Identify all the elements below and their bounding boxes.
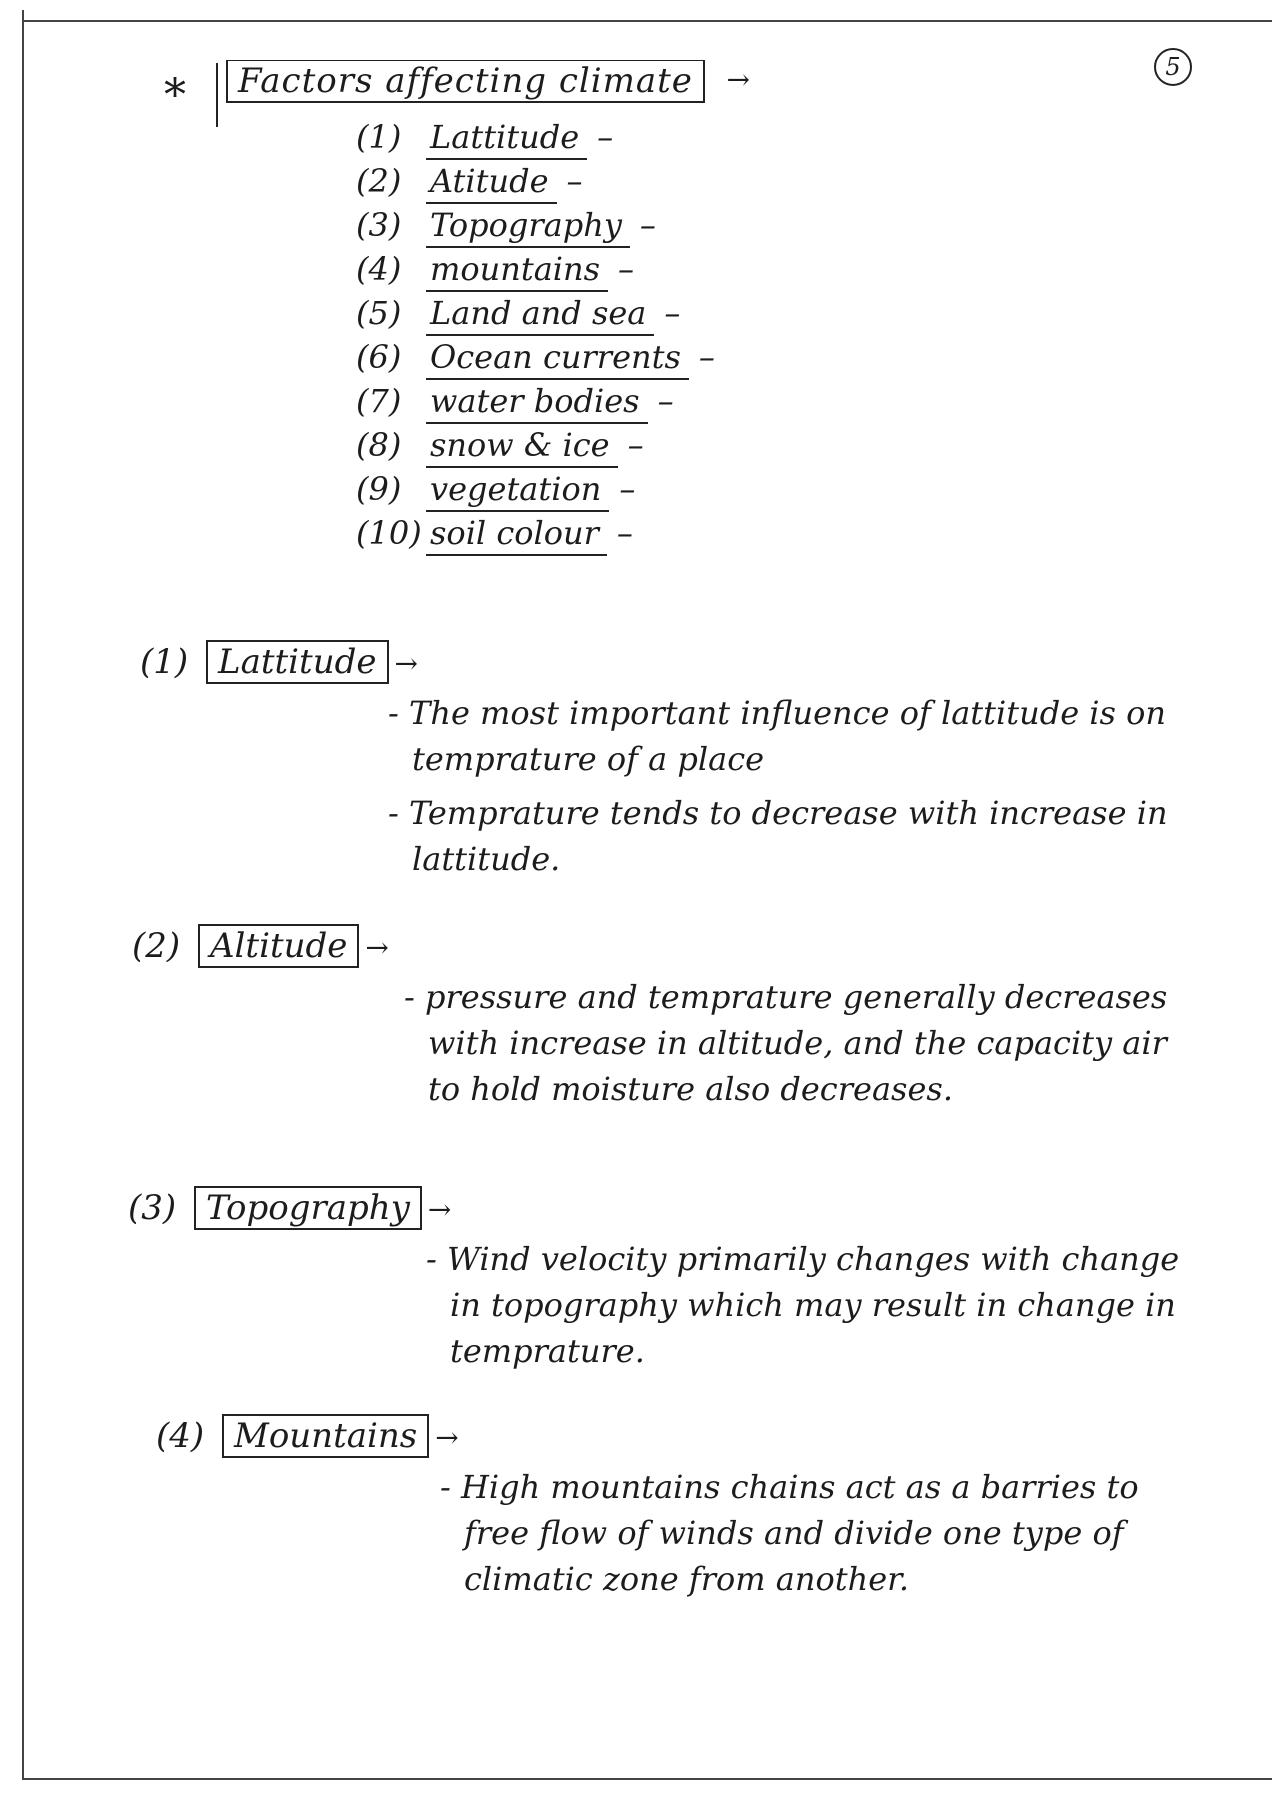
list-item [356, 426, 715, 470]
dash-mark: – [639, 206, 656, 244]
factor-label: Atitude [426, 162, 557, 204]
factor-list [356, 118, 715, 558]
section-body [404, 974, 1204, 1112]
factor-number: (5) [356, 294, 402, 332]
section-topography [128, 1186, 1228, 1382]
dash-mark: – [616, 514, 633, 552]
section-title: Topography [194, 1186, 422, 1230]
dash-mark: – [566, 162, 583, 200]
list-item [356, 470, 715, 514]
factor-label: vegetation [426, 470, 609, 512]
dash-mark: – [597, 118, 614, 156]
section-mountains [156, 1414, 1236, 1610]
section-heading [128, 1186, 1228, 1230]
page-border-bottom [22, 1778, 1272, 1780]
dash-mark: – [627, 426, 644, 464]
bullet-text: - pressure and temprature generally decreases with increase in altitude, and the capacity air to hold moisture also decreases. [404, 978, 1168, 1108]
section-number: (4) [156, 1416, 205, 1456]
dash-mark: – [657, 382, 674, 420]
list-item [356, 514, 715, 558]
section-body [426, 1236, 1186, 1374]
factor-label: Ocean currents [426, 338, 689, 380]
page-title [226, 60, 751, 103]
factor-label: soil colour [426, 514, 607, 556]
bullet-text: - Wind velocity primarily changes with change in topography which may result in change in temprature. [426, 1240, 1180, 1370]
dash-mark: – [698, 338, 715, 376]
arrow-right-icon: → [365, 931, 389, 964]
section-heading [132, 924, 1232, 968]
factor-label: Lattitude [426, 118, 587, 160]
factor-number: (6) [356, 338, 402, 376]
section-heading [140, 640, 1200, 684]
factor-number: (2) [356, 162, 402, 200]
bullet-text: - Temprature tends to decrease with increase in lattitude. [388, 794, 1168, 878]
asterisk-mark: * [164, 70, 186, 121]
list-item [356, 338, 715, 382]
factor-number: (4) [356, 250, 402, 288]
section-altitude [132, 924, 1232, 1120]
arrow-right-icon: → [394, 647, 418, 680]
dash-mark: – [618, 250, 635, 288]
section-number: (1) [140, 642, 189, 682]
list-item [356, 250, 715, 294]
factor-label: mountains [426, 250, 608, 292]
factor-number: (1) [356, 118, 402, 156]
list-item [356, 294, 715, 338]
factor-label: water bodies [426, 382, 648, 424]
factor-number: (9) [356, 470, 402, 508]
page-title-text: Factors affecting climate [238, 61, 693, 101]
dash-mark: – [664, 294, 681, 332]
factor-number: (8) [356, 426, 402, 464]
list-item [356, 162, 715, 206]
factor-label: Topography [426, 206, 630, 248]
section-lattitude [140, 640, 1200, 890]
bullet-text: - High mountains chains act as a barries to free flow of winds and divide one type of climatic zone from another. [440, 1468, 1139, 1598]
arrow-right-icon: → [435, 1421, 459, 1454]
factor-number: (10) [356, 514, 422, 552]
arrow-right-icon: → [427, 1193, 452, 1226]
page-border-top [22, 20, 1272, 22]
page-border-left [22, 10, 24, 1780]
factor-label: Land and sea [426, 294, 654, 336]
section-title: Lattitude [206, 640, 389, 684]
section-title: Altitude [198, 924, 359, 968]
bullet-text: - The most important influence of lattitude is on temprature of a place [388, 694, 1166, 778]
factor-number: (3) [356, 206, 402, 244]
list-item [356, 206, 715, 250]
section-number: (3) [128, 1188, 177, 1228]
section-heading [156, 1414, 1236, 1458]
section-number: (2) [132, 926, 181, 966]
list-item [356, 118, 715, 162]
page-number: 5 [1154, 48, 1192, 86]
section-body [440, 1464, 1200, 1602]
section-title: Mountains [222, 1414, 429, 1458]
dash-mark: – [619, 470, 636, 508]
arrow-right-icon: → [726, 63, 751, 96]
factor-label: snow & ice [426, 426, 618, 468]
section-body [388, 690, 1168, 882]
factor-number: (7) [356, 382, 402, 420]
list-item [356, 382, 715, 426]
